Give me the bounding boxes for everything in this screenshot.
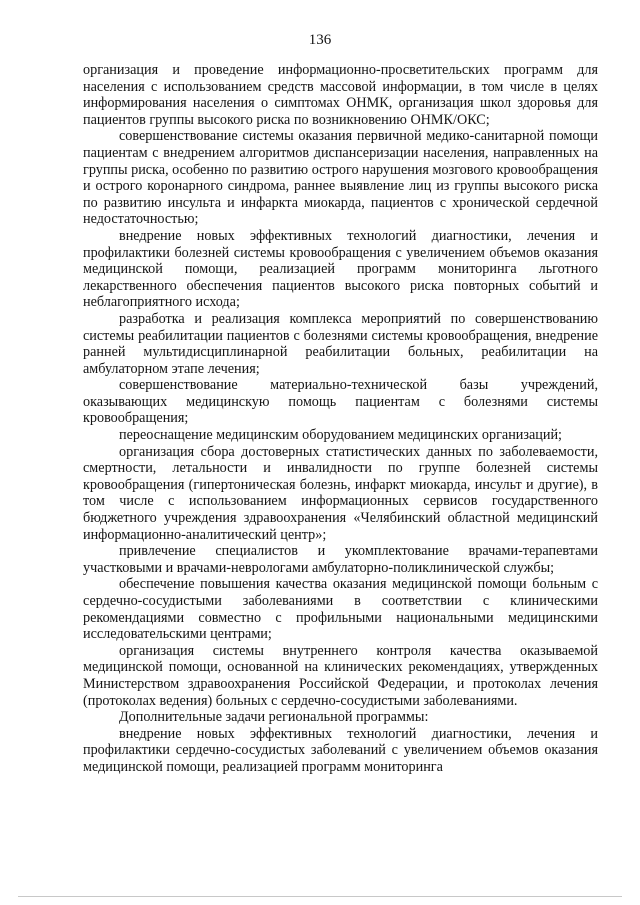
paragraph: совершенствование системы оказания первичной медико-санитарной помощи пациентам с внедрением алгоритмов диспансеризации населения, направленных на группы риска, особенно по развитию острого нарушения мозгового кровообращения и острого коронарного синдрома, раннее выявление лиц из группы высокого риска по развитию инсульта и инфаркта миокарда, пациентов с хронической сердечной недостаточностью; [83,128,598,228]
page-bottom-edge [18,896,622,897]
paragraph: привлечение специалистов и укомплектование врачами-терапевтами участковыми и врачами-неврологами амбулаторно-поликлинической службы; [83,543,598,576]
paragraph: разработка и реализация комплекса мероприятий по совершенствованию системы реабилитации пациентов с болезнями системы кровообращения, внедрение ранней мультидисциплинарной реабилитации больных, реабилитации на амбулаторном этапе лечения; [83,310,598,377]
paragraph: организация и проведение информационно-просветительских программ для населения с использованием средств массовой информации, в том числе в целях информирования населения о симптомах ОНМК, организация школ здоровья для пациентов группы высокого риска по возникновению ОНМК/ОКС; [83,62,598,128]
paragraph: обеспечение повышения качества оказания медицинской помощи больным с сердечно-сосудистыми заболеваниями в соответствии с клиническими рекомендациями совместно с профильными национальными медицинскими исследовательскими центрами; [83,576,598,643]
paragraph: организация системы внутреннего контроля качества оказываемой медицинской помощи, основанной на клинических рекомендациях, утвержденных Министерством здравоохранения Российской Федерации, и протоколах лечения (протоколах ведения) больных с сердечно-сосудистыми заболеваниями. [83,642,598,709]
section-heading: Дополнительные задачи региональной программы: [119,709,429,726]
paragraph: организация сбора достоверных статистических данных по заболеваемости, смертности, летальности и инвалидности по группе болезней системы кровообращения (гипертоническая болезнь, инфаркт миокарда, инсульт и другие), в том числе с использованием информационных сервисов государственного бюджетного учреждения здравоохранения «Челябинский областной медицинский информационно-аналитический центр»; [83,443,598,543]
page-number: 136 [308,32,332,48]
paragraph: переоснащение медицинским оборудованием медицинских организаций; [119,427,562,444]
paragraph: внедрение новых эффективных технологий диагностики, лечения и профилактики сердечно-сосудистых заболеваний с увеличением объемов оказания медицинской помощи, реализацией программ мониторинга [83,725,598,775]
paragraph: внедрение новых эффективных технологий диагностики, лечения и профилактики болезней системы кровообращения с увеличением объемов оказания медицинской помощи, реализацией программ мониторинга льготного лекарственного обеспечения пациентов высокого риска повторных событий и неблагоприятного исхода; [83,227,598,311]
document-body [83,62,598,776]
paragraph: совершенствование материально-технической базы учреждений, оказывающих медицинскую помощь пациентам с болезнями системы кровообращения; [83,377,598,427]
